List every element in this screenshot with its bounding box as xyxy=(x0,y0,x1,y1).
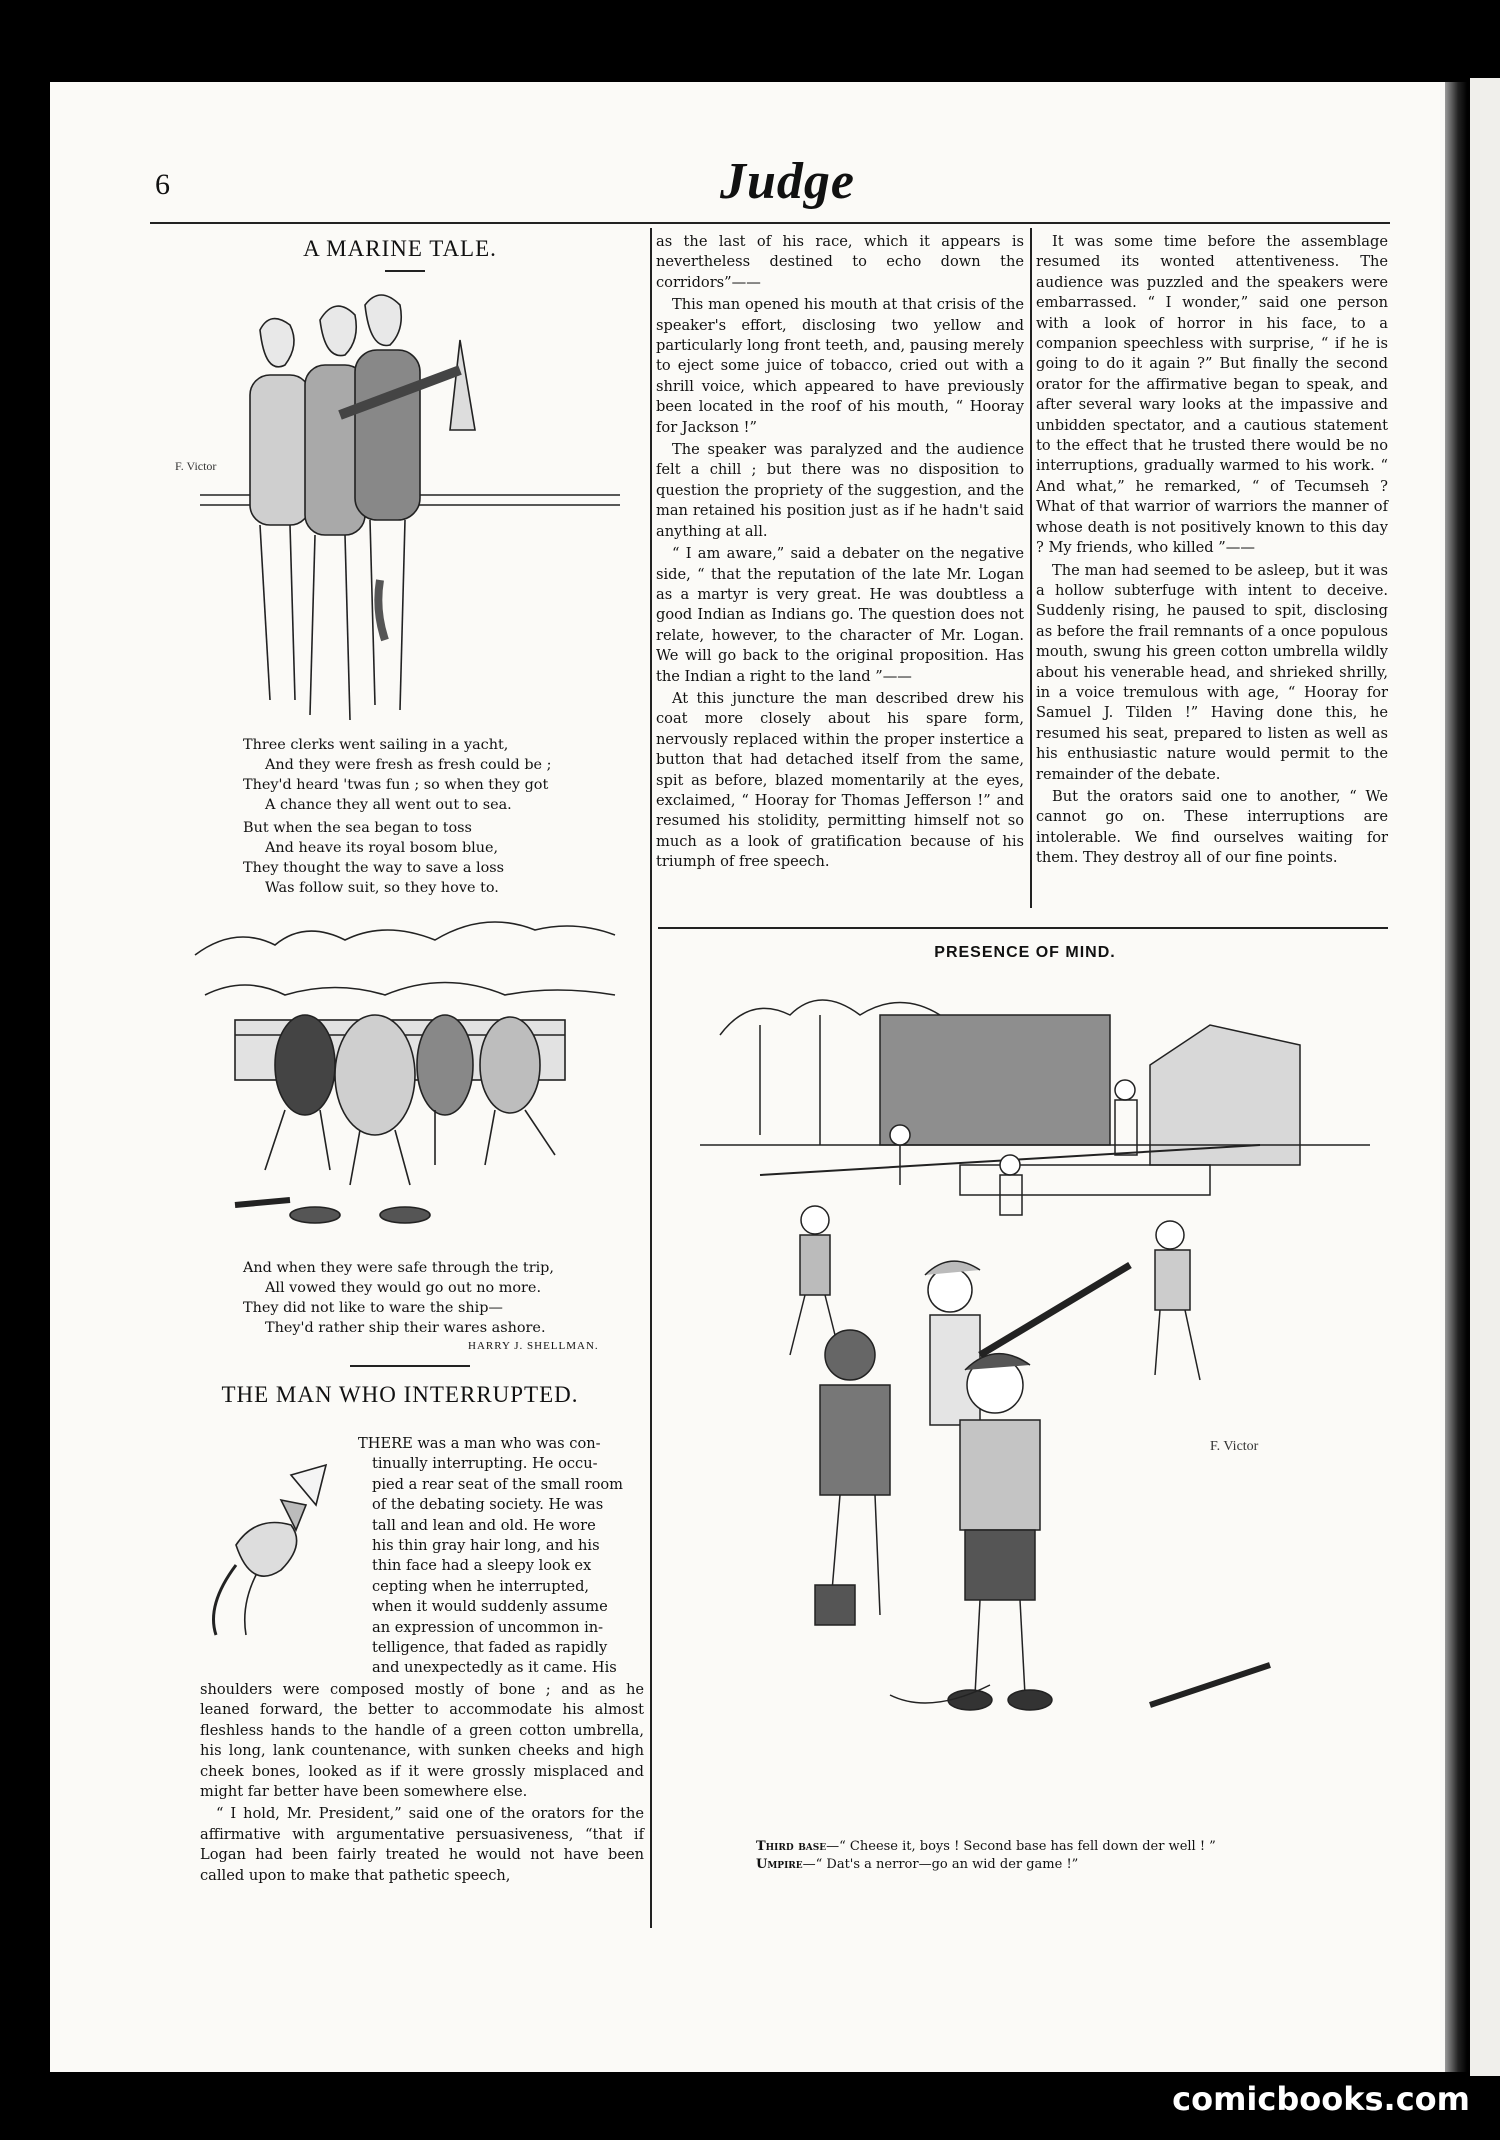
caption-text: —“ Cheese it, boys ! Second base has fell down der well ! ” xyxy=(826,1839,1216,1854)
seasick-clerks-illustration xyxy=(195,915,635,1250)
interrupted-column-3 xyxy=(1036,232,1388,871)
text-line: THERE was a man who was con- xyxy=(358,1435,601,1452)
book-spine xyxy=(1445,82,1467,2072)
hand-holding-cup-icon xyxy=(196,1455,346,1635)
paragraph: The speaker was paralyzed and the audience felt a chill ; but there was no disposition to question the propriety of the suggestion, and the man retained his position just as if he hadn't said anything at all. xyxy=(656,441,1024,540)
page-number: 6 xyxy=(155,168,170,201)
text-line: telligence, that faded as rapidly xyxy=(372,1639,608,1657)
poem-line: A chance they all went out to sea. xyxy=(265,797,512,813)
section-rule-small xyxy=(350,1365,470,1367)
artist-signature-2: F. Victor xyxy=(1210,1439,1259,1454)
poem-stanza-3 xyxy=(243,1258,554,1338)
text-line: an expression of uncommon in- xyxy=(372,1618,604,1636)
poem-line: They did not like to ware the ship— xyxy=(243,1300,503,1316)
poem-line: And heave its royal bosom blue, xyxy=(265,840,499,856)
presence-of-mind-title: PRESENCE OF MIND. xyxy=(934,944,1116,961)
poem-line: They'd rather ship their wares ashore. xyxy=(265,1320,546,1336)
interrupted-column-2 xyxy=(656,232,1024,875)
column-divider-1 xyxy=(650,228,652,1928)
text-line: cepting when he interrupted, xyxy=(372,1577,590,1595)
poem-line: But when the sea began to toss xyxy=(243,820,472,836)
paragraph: “ I hold, Mr. President,” said one of the orators for the affirmative with argumentative persuasiveness, “that if Logan had been fairly treated he would not have been called upon to make that pathetic speech, xyxy=(200,1805,644,1884)
poem-stanza-2 xyxy=(243,818,504,898)
paragraph: “ I am aware,” said a debater on the negative side, “ that the reputation of the late Mr. Logan as a martyr is very great. He was doubtless a good Indian as Indians go. The question does not relate, however, to the character of Mr. Logan. We will go back to the original proposition. Has the Indian a right to the land ”—— xyxy=(656,545,1024,685)
facing-page-edge xyxy=(1470,78,1500,2076)
text-line: tinually interrupting. He occu- xyxy=(372,1455,598,1473)
text-line: and unexpectedly as it came. His xyxy=(372,1659,617,1677)
section-rule xyxy=(658,927,1388,929)
poem-line: Was follow suit, so they hove to. xyxy=(265,880,499,896)
poem-line: Three clerks went sailing in a yacht, xyxy=(243,737,509,753)
interrupted-wrap-text xyxy=(358,1434,642,1679)
poem-stanza-1 xyxy=(243,735,552,815)
caption-speaker: Third base xyxy=(756,1839,827,1854)
caption-speaker: Umpire xyxy=(756,1857,803,1872)
three-clerks-illustration xyxy=(175,280,620,725)
interrupted-column-1 xyxy=(200,1680,644,1888)
caption-text: —“ Dat's a nerror—go an wid der game !” xyxy=(802,1857,1079,1872)
baseball-game-illustration xyxy=(700,975,1370,1810)
title-rule xyxy=(385,270,425,272)
paragraph: This man opened his mouth at that crisis of the speaker's effort, disclosing two yellow and particularly long front teeth, and, pausing merely to eject some juice of tobacco, cried out with a shrill voice, which appeared to have previously been located in the roof of his mouth, “ Hooray for Jackson !” xyxy=(656,296,1024,436)
watermark-text: comicbooks.com xyxy=(1172,2080,1470,2118)
poem-line: And they were fresh as fresh could be ; xyxy=(265,757,552,773)
poem-line: And when they were safe through the trip, xyxy=(243,1260,554,1276)
text-line: when it would suddenly assume xyxy=(372,1598,608,1616)
poem-line: All vowed they would go out no more. xyxy=(265,1280,542,1296)
text-line: of the debating society. He was xyxy=(372,1496,604,1514)
interrupted-title: THE MAN WHO INTERRUPTED. xyxy=(221,1382,579,1407)
marine-tale-title: A MARINE TALE. xyxy=(303,236,497,261)
paragraph: shoulders were composed mostly of bone ; and as he leaned forward, the better to accommodate his almost fleshless hands to the handle of a green cotton umbrella, his long, lank countenance, with sunken cheeks and high cheek bones, looked as if it were grossly misplaced and might far better have been somewhere else. xyxy=(200,1681,644,1801)
text-line: pied a rear seat of the small room xyxy=(372,1475,623,1493)
text-line: thin face had a sleepy look ex xyxy=(372,1557,592,1575)
text-line: his thin gray hair long, and his xyxy=(372,1537,600,1555)
text-line: tall and lean and old. He wore xyxy=(372,1516,596,1534)
paragraph: The man had seemed to be asleep, but it was a hollow subterfuge with intent to deceive. Suddenly rising, he paused to spit, disclosing as before the frail remnants of a once populous mouth, swung his green cotton umbrella wildly about his venerable head, and shrieked shrilly, in a voice tremulous with age, “ Hooray for Samuel J. Tilden !” Having done this, he resumed his seat, prepared to listen as well as his enthusiastic nature would permit to the remainder of the debate. xyxy=(1036,561,1388,783)
paragraph: It was some time before the assemblage resumed its wonted attentiveness. The audience was puzzled and the speakers were embarrassed. “ I wonder,” said one person with a look of horror in his face, to a companion speechless with surprise, “ if he is going to do it again ?” But finally the second orator for the affirmative began to speak, and after several wary looks at the impassive and unbidden spectator, and a cautious statement to the effect that he trusted there would be no interruptions, gradually warmed to his work. “ And what,” he remarked, “ of Tecumseh ? What of that warrior of warriors the manner of whose death is not positively known to this day ? My friends, who killed ”—— xyxy=(1036,233,1388,557)
paragraph: as the last of his race, which it appears is nevertheless destined to echo down the corridors”—— xyxy=(656,233,1024,291)
header-rule xyxy=(150,222,1390,224)
poem-author: HARRY J. SHELLMAN. xyxy=(468,1340,599,1352)
column-divider-2 xyxy=(1030,228,1032,908)
paragraph: At this juncture the man described drew his coat more closely about his spare form, nervously replaced within the proper instertice a button that had detached itself from the same, spit as before, blazed momentarily at the eyes, exclaimed, “ Hooray for Thomas Jefferson !” and resumed his stolidity, permitting himself not so much as a look of gratification because of his triumph of free speech. xyxy=(656,689,1024,871)
masthead-logo: Judge xyxy=(720,153,855,210)
presence-caption xyxy=(756,1838,1376,1874)
paragraph: But the orators said one to another, “ We cannot go on. These interruptions are intolerable. We find ourselves waiting for them. They destroy all of our fine points. xyxy=(1036,787,1388,867)
poem-line: They thought the way to save a loss xyxy=(243,860,505,876)
artist-signature-1: F. Victor xyxy=(175,459,217,473)
poem-line: They'd heard 'twas fun ; so when they got xyxy=(243,777,549,793)
